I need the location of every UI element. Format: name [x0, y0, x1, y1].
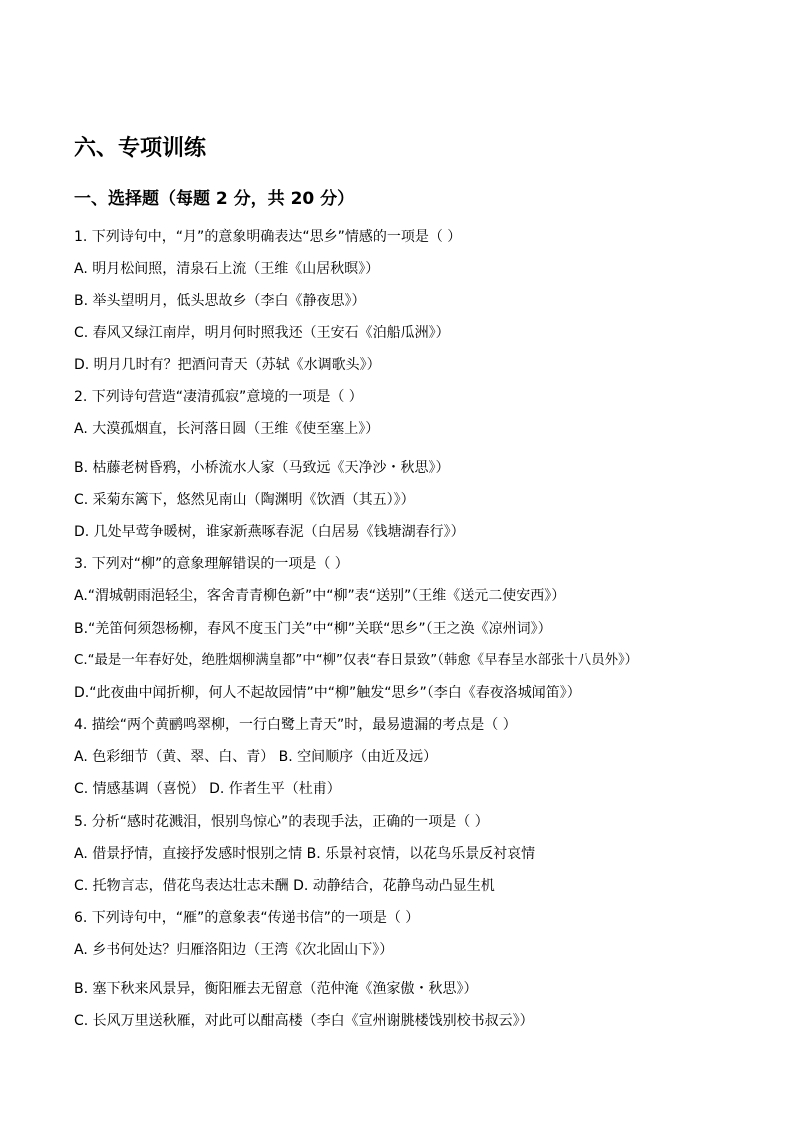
question-1-option-d: D. 明月几时有？把酒问青天（苏轼《水调歌头》） [74, 357, 381, 373]
question-3-stem: 3. 下列对“柳”的意象理解错误的一项是（ ） [74, 556, 349, 572]
question-6-stem: 6. 下列诗句中，“雁”的意象表“传递书信”的一项是（ ） [74, 910, 420, 926]
question-6-option-a: A. 乡书何处达？归雁洛阳边（王湾《次北固山下》） [74, 942, 394, 958]
question-4-options-cd: C. 情感基调（喜悦） D. 作者生平（杜甫） [74, 781, 341, 797]
question-3-option-c: C.“最是一年春好处，绝胜烟柳满皇都”中“柳”仅表“春日景致”（韩愈《早春呈水部张十八员外》） [74, 653, 639, 668]
question-1-option-a: A. 明月松间照，清泉石上流（王维《山居秋暝》） [74, 261, 380, 277]
question-2-option-d: D. 几处早莺争暖树，谁家新燕啄春泥（白居易《钱塘湖春行》） [74, 524, 465, 540]
question-2-option-c: C. 采菊东篱下，悠然见南山（陶渊明《饮酒（其五）》） [74, 492, 415, 508]
question-3-option-a: A.“渭城朝雨浥轻尘，客舍青青柳色新”中“柳”表“送别”（王维《送元二使安西》） [74, 588, 566, 604]
question-4-stem: 4. 描绘“两个黄鹂鸣翠柳，一行白鹭上青天”时，最易遗漏的考点是（ ） [74, 717, 517, 733]
question-3-option-d: D.“此夜曲中闻折柳，何人不起故园情”中“柳”触发“思乡”（李白《春夜洛城闻笛》） [74, 685, 581, 701]
question-1-option-c: C. 春风又绿江南岸，明月何时照我还（王安石《泊船瓜洲》） [74, 325, 450, 341]
question-5-options-ab: A. 借景抒情，直接抒发感时恨别之情 B. 乐景衬哀情，以花鸟乐景反衬哀情 [74, 846, 536, 862]
question-4-options-ab: A. 色彩细节（黄、翠、白、青） B. 空间顺序（由近及远） [74, 749, 438, 765]
question-2-stem: 2. 下列诗句营造“凄清孤寂”意境的一项是（ ） [74, 389, 363, 405]
question-6-option-b: B. 塞下秋来风景异，衡阳雁去无留意（范仲淹《渔家傲・秋思》） [74, 981, 478, 997]
question-1-option-b: B. 举头望明月，低头思故乡（李白《静夜思》） [74, 293, 366, 309]
section-title: 六、专项训练 [74, 136, 207, 161]
part-title: 一、选择题（每题 2 分，共 20 分） [74, 189, 355, 209]
question-6-option-c: C. 长风万里送秋雁，对此可以酣高楼（李白《宣州谢朓楼饯别校书叔云》） [74, 1013, 534, 1029]
question-2-option-b: B. 枯藤老树昏鸦，小桥流水人家（马致远《天净沙・秋思》） [74, 460, 450, 476]
question-1-stem: 1. 下列诗句中，“月”的意象明确表达“思乡”情感的一项是（ ） [74, 229, 462, 245]
question-5-options-cd: C. 托物言志，借花鸟表达壮志未酬 D. 动静结合，花静鸟动凸显生机 [74, 878, 495, 894]
question-2-option-a: A. 大漠孤烟直，长河落日圆（王维《使至塞上》） [74, 421, 380, 437]
question-3-option-b: B.“羌笛何须怨杨柳，春风不度玉门关”中“柳”关联“思乡”（王之涣《凉州词》） [74, 621, 552, 637]
question-5-stem: 5. 分析“感时花溅泪，恨别鸟惊心”的表现手法，正确的一项是（ ） [74, 814, 489, 830]
